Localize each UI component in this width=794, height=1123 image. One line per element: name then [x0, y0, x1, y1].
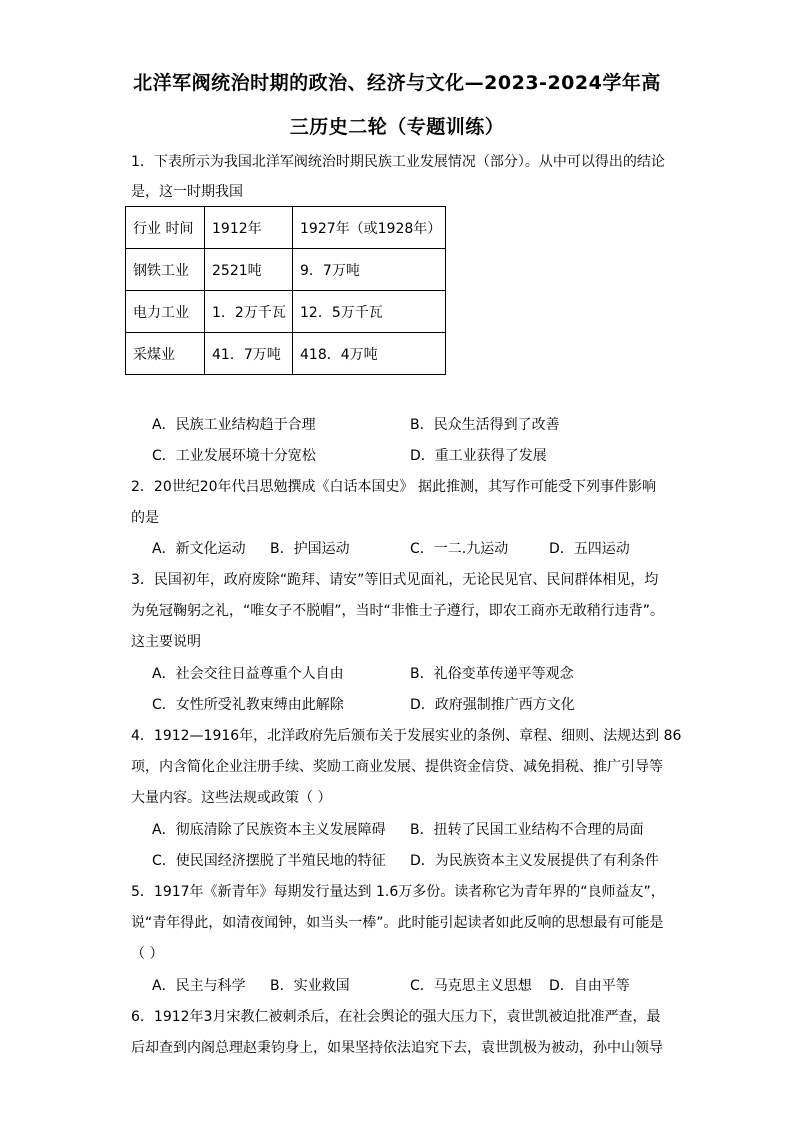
q1-option-b: B．民众生活得到了改善 — [410, 417, 560, 433]
q3-option-a: A．社会交往日益尊重个人自由 — [152, 666, 344, 682]
q4-stem-line3: 大量内容。这些法规或政策（ ） — [131, 790, 332, 806]
table-cell: 钢铁工业 — [126, 249, 205, 291]
q4-option-c: C．使民国经济摆脱了半殖民地的特征 — [152, 853, 386, 869]
table-row — [126, 207, 446, 249]
q5-option-b: B．实业救国 — [270, 978, 350, 994]
q2-option-c: C．一二.九运动 — [410, 541, 509, 557]
q5-stem-line2: 说“青年得此，如清夜闻钟，如当头一棒”。此时能引起读者如此反响的思想最有可能是 — [131, 915, 664, 931]
q4-stem-line2: 项，内含简化企业注册手续、奖励工商业发展、提供资金信贷、减免捐税、推广引导等 — [131, 759, 663, 775]
q2-stem-line1: 2．20世纪20年代吕思勉撰成《白话本国史》 据此推测，其写作可能受下列事件影响 — [131, 479, 656, 495]
table-row — [126, 249, 446, 291]
document-title-line1: 北洋军阀统治时期的政治、经济与文化—2023-2024学年高 — [133, 72, 661, 94]
table-cell: 1．2万千瓦 — [205, 291, 293, 333]
q6-stem-line2: 后却查到内阁总理赵秉钧身上，如果坚持依法追究下去，袁世凯极为被动，孙中山领导 — [131, 1040, 663, 1056]
q2-option-a: A．新文化运动 — [152, 541, 246, 557]
table-cell: 418．4万吨 — [293, 333, 446, 375]
q3-option-d: D．政府强制推广西方文化 — [410, 697, 575, 713]
industry-data-table — [125, 206, 446, 375]
table-cell: 采煤业 — [126, 333, 205, 375]
table-cell: 41．7万吨 — [205, 333, 293, 375]
q1-option-c: C．工业发展环境十分宽松 — [152, 448, 316, 464]
table-cell: 行业 时间 — [126, 207, 205, 249]
q4-option-b: B．扭转了民国工业结构不合理的局面 — [410, 822, 644, 838]
q1-option-d: D．重工业获得了发展 — [410, 448, 547, 464]
q1-stem-line2: 是，这一时期我国 — [131, 184, 243, 200]
q1-option-a: A．民族工业结构趋于合理 — [152, 417, 316, 433]
table-cell: 9．7万吨 — [293, 249, 446, 291]
table-cell: 1927年（或1928年） — [293, 207, 446, 249]
q3-option-b: B．礼俗变革传递平等观念 — [410, 666, 574, 682]
q5-stem-line1: 5．1917年《新青年》每期发行量达到 1.6万多份。读者称它为青年界的“良师益友”， — [131, 884, 665, 900]
table-cell: 2521吨 — [205, 249, 293, 291]
table-cell: 电力工业 — [126, 291, 205, 333]
q2-option-b: B．护国运动 — [270, 541, 350, 557]
q1-stem-line1: 1．下表所示为我国北洋军阀统治时期民族工业发展情况（部分）。从中可以得出的结论 — [131, 154, 665, 170]
table-row — [126, 291, 446, 333]
table-row — [126, 333, 446, 375]
q6-stem-line1: 6．1912年3月宋教仁被刺杀后，在社会舆论的强大压力下，袁世凯被迫批准严查，最 — [131, 1009, 661, 1025]
table-cell: 12．5万千瓦 — [293, 291, 446, 333]
table-cell: 1912年 — [205, 207, 293, 249]
q3-option-c: C．女性所受礼教束缚由此解除 — [152, 697, 344, 713]
q2-stem-line2: 的是 — [131, 510, 159, 526]
q2-option-d: D．五四运动 — [549, 541, 630, 557]
q5-option-a: A．民主与科学 — [152, 978, 246, 994]
q4-stem-line1: 4．1912—1916年，北洋政府先后颁布关于发展实业的条例、章程、细则、法规达到 86 — [131, 728, 682, 744]
q3-stem-line1: 3．民国初年，政府废除“跪拜、请安”等旧式见面礼，无论民见官、民间群体相见，均 — [131, 572, 659, 588]
q4-option-d: D．为民族资本主义发展提供了有利条件 — [410, 853, 659, 869]
q5-stem-line3: （ ） — [131, 946, 164, 962]
q4-option-a: A．彻底清除了民族资本主义发展障碍 — [152, 822, 386, 838]
q3-stem-line3: 这主要说明 — [131, 634, 201, 650]
q5-option-d: D．自由平等 — [549, 978, 630, 994]
q3-stem-line2: 为免冠鞠躬之礼，“唯女子不脱帽”，当时“非惟士子遵行，即农工商亦无敢稍行违背”。 — [131, 603, 665, 619]
document-title-line2: 三历史二轮（专题训练） — [289, 116, 505, 138]
q5-option-c: C．马克思主义思想 — [410, 978, 532, 994]
